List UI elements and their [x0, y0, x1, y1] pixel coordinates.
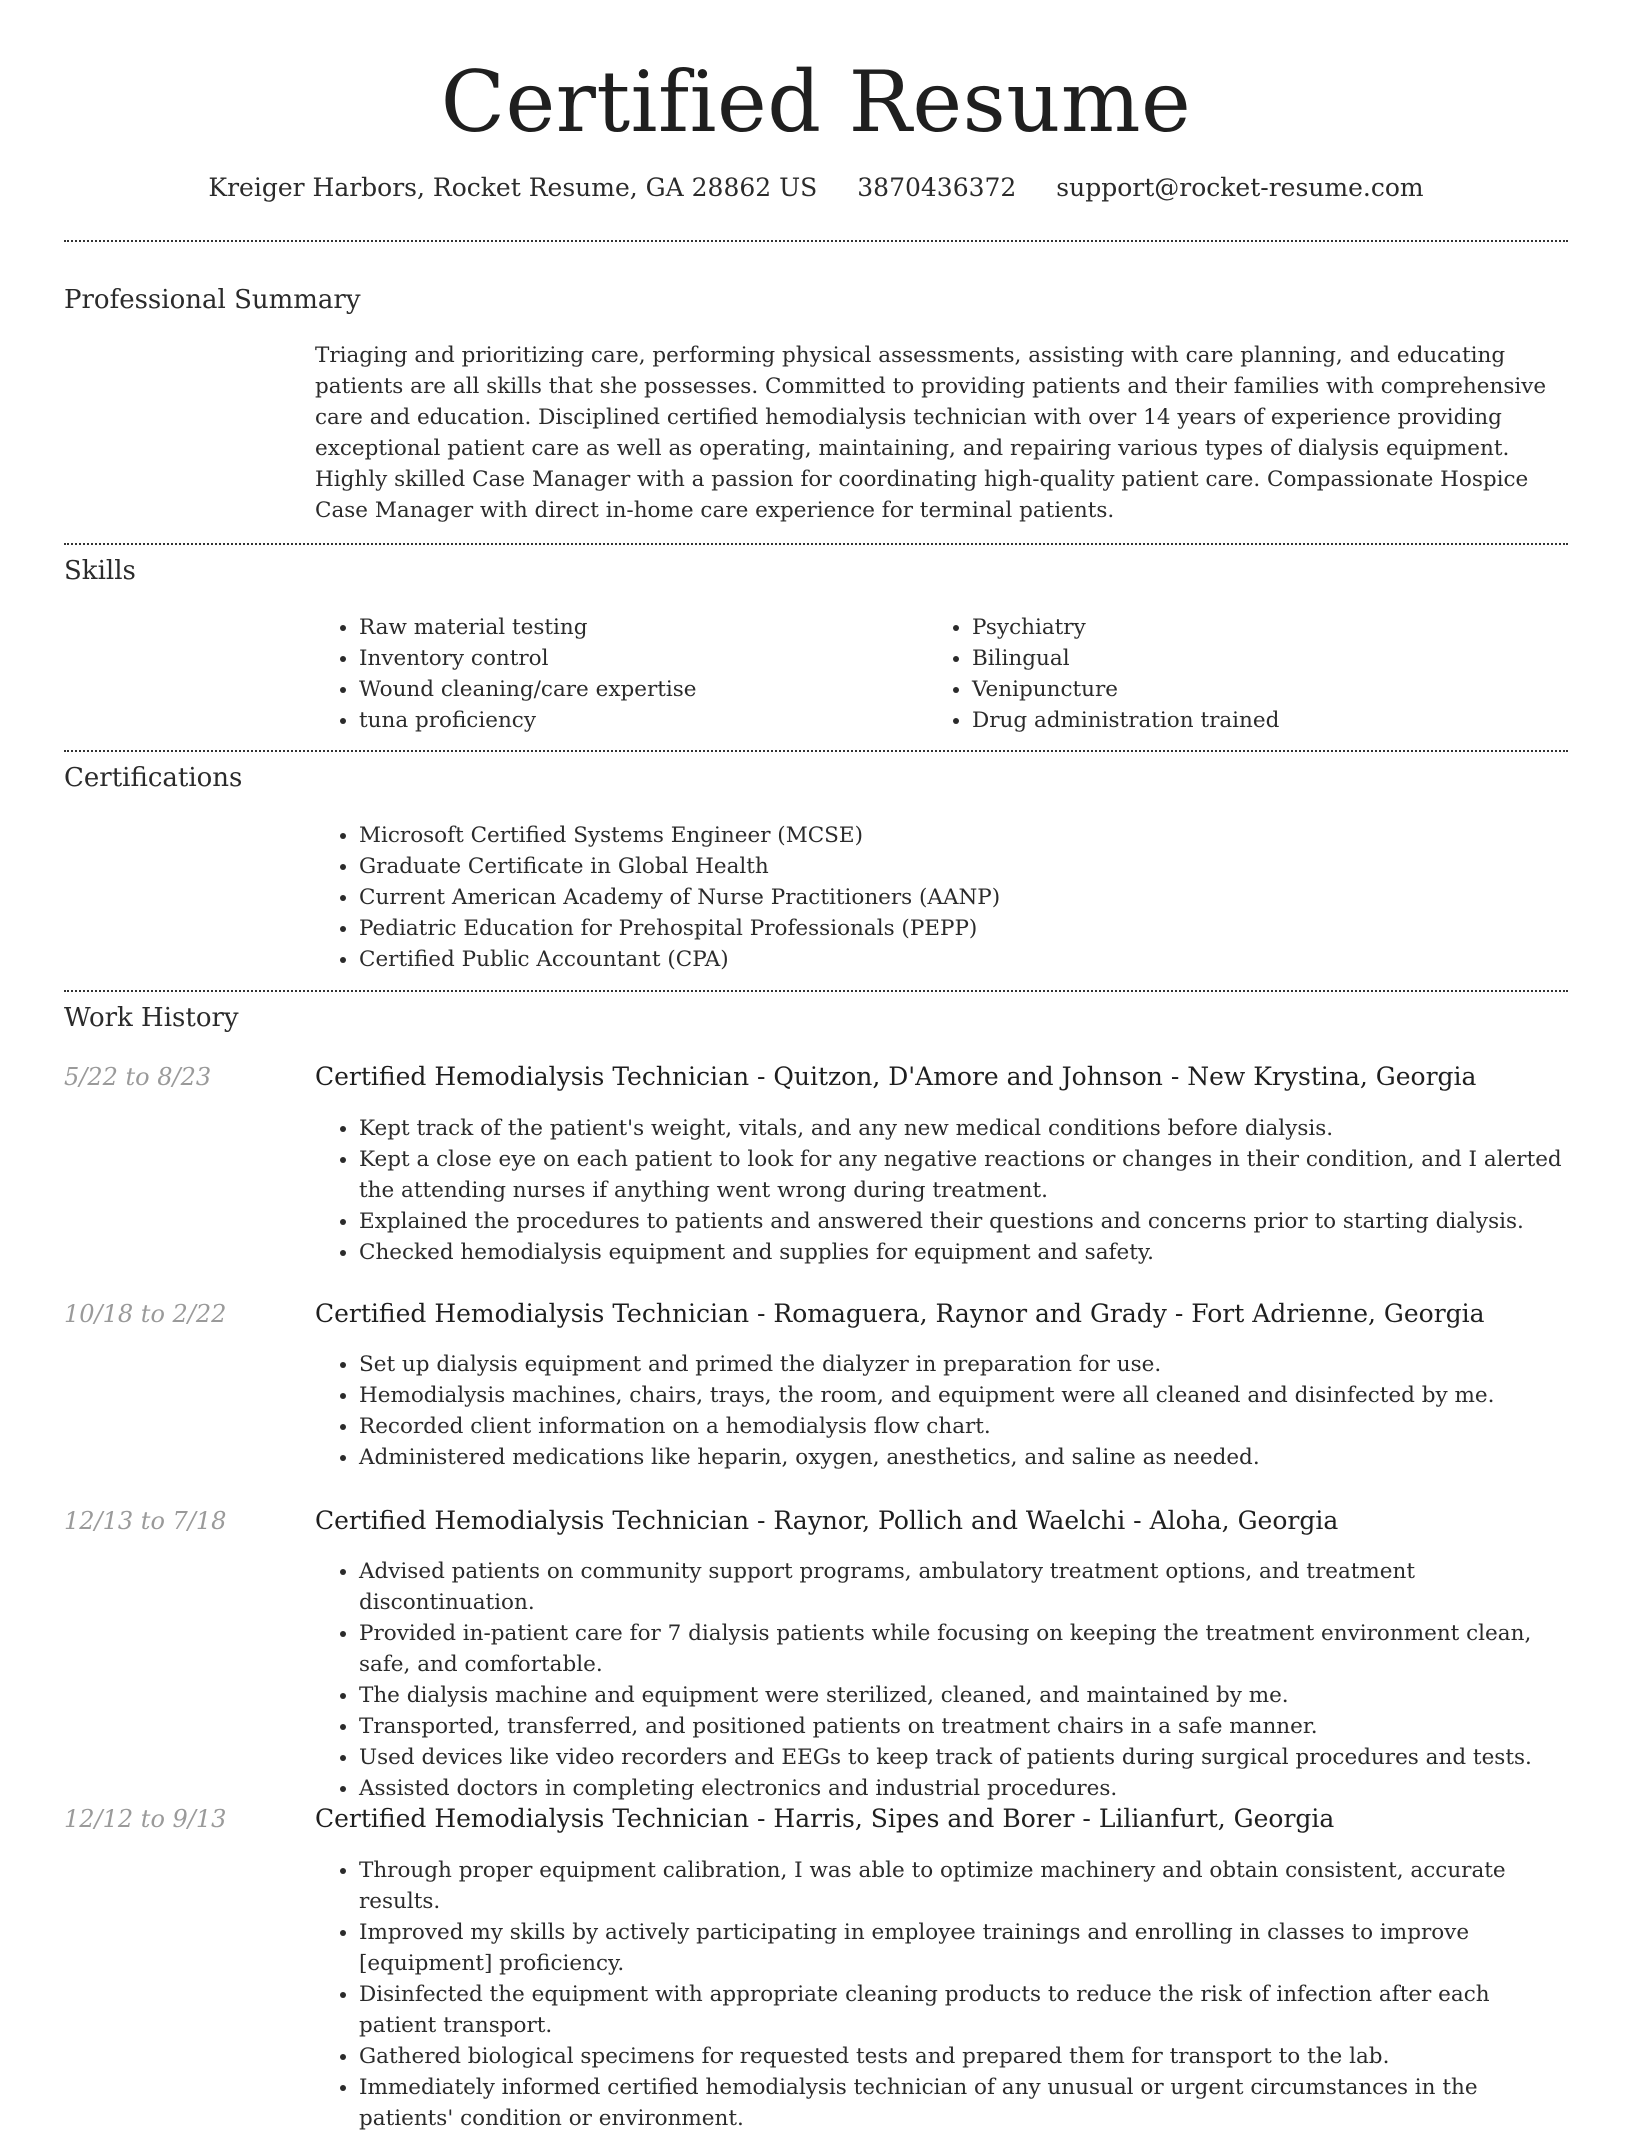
job-title: Certified Hemodialysis Technician - Raynor, Pollich and Waelchi - Aloha, Georgia: [315, 1506, 1339, 1535]
certification-item: • Pediatric Education for Prehospital Professionals (PEPP): [359, 913, 1570, 944]
certification-item: • Certified Public Accountant (CPA): [359, 944, 1570, 975]
skill-item: • Wound cleaning/care expertise: [359, 674, 919, 705]
job-bullet: • Checked hemodialysis equipment and supplies for equipment and safety.: [359, 1237, 1570, 1268]
job-bullet: • Provided in-patient care for 7 dialysis patients while focusing on keeping the treatment environment clean, safe, and comfortable.: [359, 1618, 1570, 1680]
skills-list-left: [315, 612, 919, 736]
job-bullet: • Used devices like video recorders and EEGs to keep track of patients during surgical procedures and tests.: [359, 1742, 1570, 1773]
job-bullets: [315, 1113, 1570, 1268]
job-dates: 10/18 to 2/22: [64, 1300, 227, 1328]
job-bullet: • Advised patients on community support programs, ambulatory treatment options, and treatment discontinuation.: [359, 1556, 1570, 1618]
section-title-summary: Professional Summary: [64, 285, 361, 315]
job-bullets: [315, 1556, 1570, 1804]
contact-phone: 3870436372: [857, 173, 1017, 202]
skill-item: • Drug administration trained: [972, 705, 1572, 736]
certifications-list: [315, 820, 1570, 975]
job-title: Certified Hemodialysis Technician - Quitzon, D'Amore and Johnson - New Krystina, Georgia: [315, 1062, 1477, 1091]
divider: [64, 990, 1568, 992]
section-title-skills: Skills: [64, 556, 136, 586]
job-dates: 12/12 to 9/13: [64, 1805, 227, 1833]
job-bullet: • Explained the procedures to patients and answered their questions and concerns prior to starting dialysis.: [359, 1206, 1570, 1237]
contact-email: support@rocket-resume.com: [1056, 173, 1424, 202]
job-bullet: • Kept a close eye on each patient to look for any negative reactions or changes in their condition, and I alerted the attending nurses if anything went wrong during treatment.: [359, 1144, 1570, 1206]
divider: [64, 750, 1568, 752]
skills-list-right: [928, 612, 1572, 736]
contact-address: Kreiger Harbors, Rocket Resume, GA 28862 US: [208, 173, 818, 202]
job-title: Certified Hemodialysis Technician - Romaguera, Raynor and Grady - Fort Adrienne, Georgia: [315, 1299, 1485, 1328]
job-bullet: • Immediately informed certified hemodialysis technician of any unusual or urgent circumstances in the patients' condition or environment.: [359, 2072, 1570, 2134]
section-title-work-history: Work History: [64, 1003, 239, 1033]
skill-item: • Raw material testing: [359, 612, 919, 643]
job-bullet: • Gathered biological specimens for requested tests and prepared them for transport to the lab.: [359, 2041, 1570, 2072]
skill-item: • tuna proficiency: [359, 705, 919, 736]
job-bullets: [315, 1349, 1570, 1473]
job-bullet: • The dialysis machine and equipment were sterilized, cleaned, and maintained by me.: [359, 1680, 1570, 1711]
skill-item: • Venipuncture: [972, 674, 1572, 705]
job-bullets: [315, 1855, 1570, 2134]
summary-text: Triaging and prioritizing care, performing physical assessments, assisting with care planning, and educating patients are all skills that she possesses. Committed to providing patients and their families with comprehensive care and education. Disciplined certified hemodialysis technician with over 14 years of experience providing exceptional patient care as well as operating, maintaining, and repairing various types of dialysis equipment. Highly skilled Case Manager with a passion for coordinating high-quality patient care. Compassionate Hospice Case Manager with direct in-home care experience for terminal patients.: [315, 343, 1547, 523]
skill-item: • Inventory control: [359, 643, 919, 674]
job-bullet: • Transported, transferred, and positioned patients on treatment chairs in a safe manner.: [359, 1711, 1570, 1742]
skill-item: • Bilingual: [972, 643, 1572, 674]
skill-item: • Psychiatry: [972, 612, 1572, 643]
certification-item: • Microsoft Certified Systems Engineer (MCSE): [359, 820, 1570, 851]
job-dates: 5/22 to 8/23: [64, 1063, 212, 1091]
certification-item: • Current American Academy of Nurse Practitioners (AANP): [359, 882, 1570, 913]
job-bullet: • Improved my skills by actively participating in employee trainings and enrolling in classes to improve [equipment] proficiency.: [359, 1917, 1570, 1979]
certification-item: • Graduate Certificate in Global Health: [359, 851, 1570, 882]
job-bullet: • Recorded client information on a hemodialysis flow chart.: [359, 1411, 1570, 1442]
divider: [64, 240, 1568, 242]
job-bullet: • Assisted doctors in completing electronics and industrial procedures.: [359, 1773, 1570, 1804]
resume-name: Certified Resume: [440, 53, 1192, 151]
divider: [64, 543, 1568, 545]
job-title: Certified Hemodialysis Technician - Harris, Sipes and Borer - Lilianfurt, Georgia: [315, 1804, 1335, 1833]
job-bullet: • Through proper equipment calibration, I was able to optimize machinery and obtain consistent, accurate results.: [359, 1855, 1570, 1917]
section-title-certifications: Certifications: [64, 763, 243, 793]
job-bullet: • Disinfected the equipment with appropriate cleaning products to reduce the risk of infection after each patient transport.: [359, 1979, 1570, 2041]
job-bullet: • Hemodialysis machines, chairs, trays, the room, and equipment were all cleaned and disinfected by me.: [359, 1380, 1570, 1411]
job-bullet: • Set up dialysis equipment and primed the dialyzer in preparation for use.: [359, 1349, 1570, 1380]
job-bullet: • Administered medications like heparin, oxygen, anesthetics, and saline as needed.: [359, 1442, 1570, 1473]
contact-line: [0, 170, 1632, 206]
job-bullet: • Kept track of the patient's weight, vitals, and any new medical conditions before dialysis.: [359, 1113, 1570, 1144]
job-dates: 12/13 to 7/18: [64, 1507, 227, 1535]
